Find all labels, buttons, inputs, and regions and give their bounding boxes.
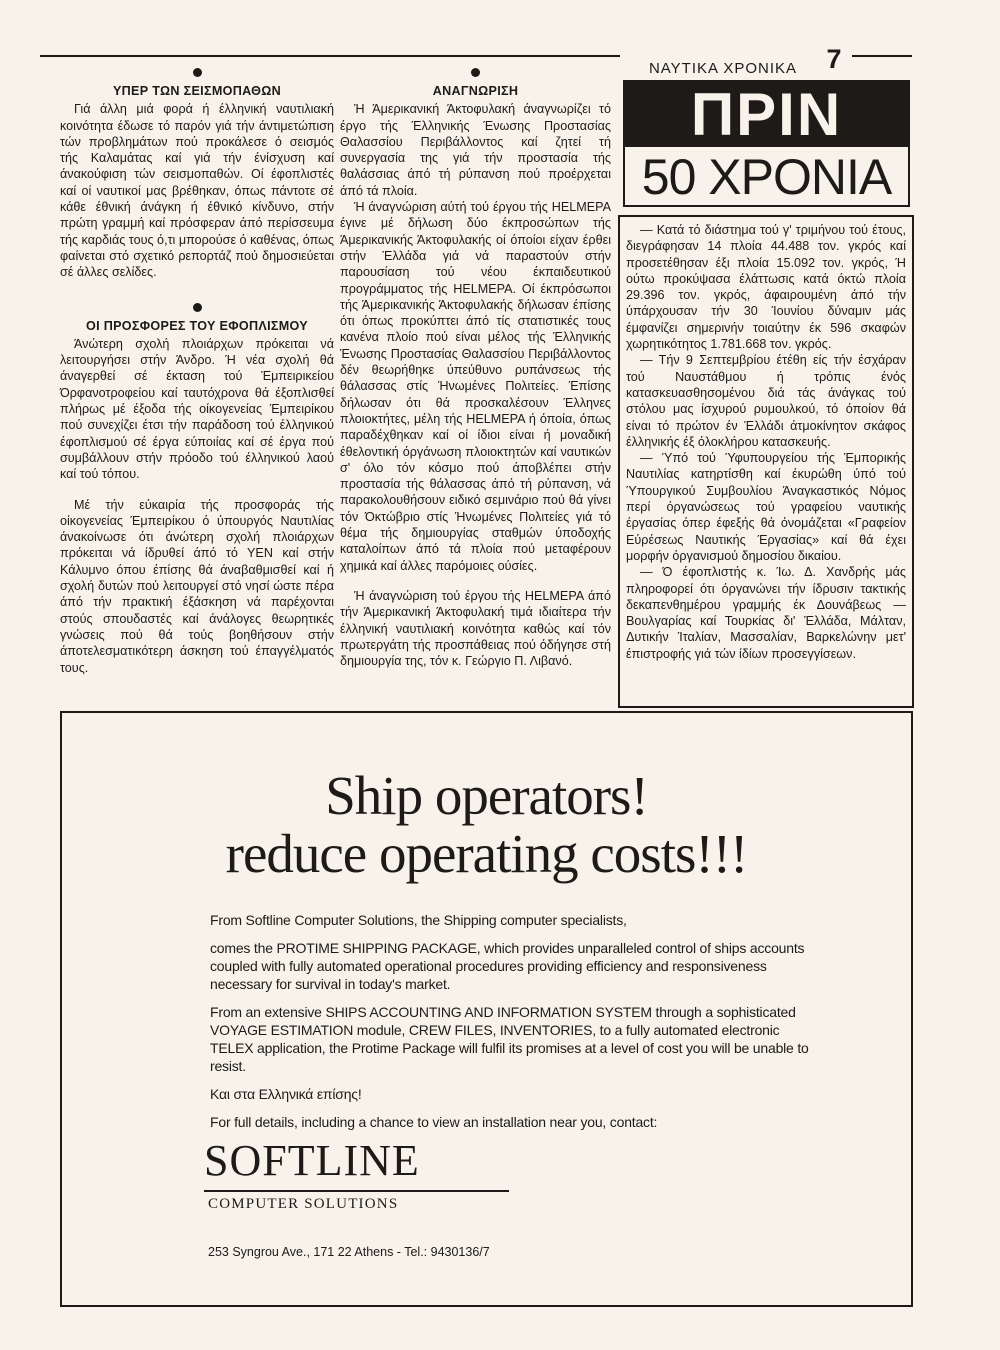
ad-headline-line1: Ship operators!	[325, 765, 648, 826]
news-item: — Κατά τό διάστημα τού γ' τριμήνου τού έτους, διεγράφησαν 14 πλοία 44.488 τον. γκρός καί προσετέθησαν έξι πλοία 15.092 τον. γκρός, Ή ούτω προκύψασα έλάττωσις κατά όκτώ πλοία 29.396 τον. γκρός, άφαιρουμένη άπό τήν ύπάρχουσαν τήν 30 Ίουνίου δύναμιν μάς έμφανίζει σημερινήν τοιαύτην έκ 596 σκαφών χωρητικότητος 1.781.668 τον. γκρός.	[626, 223, 906, 352]
ad-paragraph: For full details, including a chance to view an installation near you, contact:	[210, 1114, 658, 1130]
article-title: ΑΝΑΓΝΩΡΙΣΗ	[432, 84, 519, 98]
logo-rule	[204, 1190, 509, 1192]
prin-50-banner	[623, 80, 910, 207]
column-3	[626, 222, 906, 662]
bullet-icon	[471, 68, 480, 77]
news-item: — Τήν 9 Σεπτεμβρίου έτέθη είς τήν έσχάραν τού Ναυστάθμου ή τρόπις ένός κατασκευασθησομένου διά τάς άνάγκας τού στόλου μας ίσχυρού ρυμουλκού, τό όποίον θά είναι τό πρώτον έν Έλλάδι άτμοκίνητον σκάφος έλληνικής έξ όλοκλήρου κατασκευής.	[626, 353, 906, 449]
column-1	[60, 68, 334, 676]
ad-paragraph: From an extensive SHIPS ACCOUNTING AND INFORMATION SYSTEM through a sophisticated VOYAGE ESTIMATION module, CREW FILES, INVENTORIES, to a fully automated electronic TELEX application, the Protime Package will fulfil its promises at a level of cost you will be unable to resist.	[210, 1004, 809, 1074]
header-rule-left	[40, 55, 620, 57]
publication-name: ΝΑΥΤΙΚΑ ΧΡΟΝΙΚΑ	[648, 60, 798, 77]
column-2	[340, 68, 611, 669]
ad-headline-line2: reduce operating costs!!!	[225, 823, 748, 884]
softline-logo: SOFTLINE	[204, 1136, 420, 1185]
ad-paragraph: comes the PROTIME SHIPPING PACKAGE, which provides unparalleled control of ships accounts coupled with fully automated operational procedures providing efficiency and responsiveness necessary for survival in today's market.	[210, 940, 805, 992]
ad-body	[210, 911, 810, 1141]
bullet-icon	[193, 303, 202, 312]
article-paragraph: Γιά άλλη μιά φορά ή έλληνική ναυτιλιακή κοινότητα έδωσε τό παρόν γιά τήν άντιμετώπιση τών προβλημάτων πού προκάλεσε ό σεισμός τής Καλαμάτας καί γιά τήν ένίσχυση καί άνακούφιση τών σεισμοπαθών. Οί έφοπλιστές καί οί ναυτικοί μας βρέθηκαν, όπως πάντοτε σέ κάθε έθνική άνάγκη ή έθνικό κίνδυνο, στήν πρώτη γραμμή καί πρόσφεραν άπό περίσσευμα τής καρδιάς τους ό,τι μπορούσε ό καθένας, όπως φαίνεται στό σχετικό ρεπορτάζ πού δημοσιεύεται σέ άλλες σελίδες.	[60, 102, 334, 280]
softline-logo-subtitle: COMPUTER SOLUTIONS	[208, 1196, 399, 1212]
article-title: ΥΠΕΡ ΤΩΝ ΣΕΙΣΜΟΠΑΘΩΝ	[112, 84, 282, 98]
ad-headline	[62, 767, 911, 883]
news-item: — Ό έφοπλιστής κ. Ίω. Δ. Χανδρής μάς πληροφορεί ότι όργανώνει τήν ίδρυσιν τακτικής δεκαπενθημέρου γραμμής έκ Δουνάβεως — Βουλγαρίας καί Τουρκίας δι' Έλλάδα, Μάλταν, Δυτικήν Ίταλίαν, Μασσαλίαν, Βαρκελώνην μετ' έπιστροφής γιά τών ίδίων προσεγγίσεων.	[626, 565, 906, 661]
article-paragraph: Μέ τήν εύκαιρία τής προσφοράς τής οίκογενείας Έμπειρίκου ό ύπουργός Ναυτιλίας άνακοίνωσε ότι άνώτερη σχολή πλοιάρχων πρόκειται νά ίδρυθεί άπό τό ΥΕΝ καί στήν Κάλυμνο όπου έπίσης θά άναβαθμισθεί καί ή σχολή δυτών πού λειτουργεί στό νησί ώστε πέρα άπό τήν πρακτική έξάσκηση νά παρέχονται στούς σπουδαστές καί άνάλογες θεωρητικές γνώσεις πού θά τούς βοηθήσουν στήν άποτελεσματικότερη άσκηση τού έπαγγέλματός τους.	[60, 497, 334, 675]
article-paragraph: Ή Άμερικανική Άκτοφυλακή άναγνωρίζει τό έργο τής Έλληνικής Ένωσης Προστασίας Θαλασσίου Περιβάλλοντος καί ζητεί τή συνεργασία της γιά τήν προστασία τής θαλάσσιας άπό τή ρύπανση πού προέρχεται άπό τά πλοία.	[340, 102, 611, 198]
ad-paragraph: Και στα Ελληνικά επίσης!	[210, 1086, 362, 1102]
banner-bottom: 50 ΧΡΟΝΙΑ	[641, 149, 892, 205]
article-paragraph: Ή άναγνώριση αύτή τού έργου τής HELMEPA έγινε μέ δήλωση δύο έκπροσώπων τής Άμερικανικής Άκτοφυλακής οί όποίοι είχαν έρθει στήν Έλλάδα γιά νά παραστούν στήν παρουσίαση τού νέου έκπαιδευτικού προγράμματος τής HELMEPA. Οί έκπρόσωποι τής Άμερικανικής Άκτοφυλακής δήλωσαν έπίσης ότι όπως προκύπτει άπό τίς στατιστικές τους κανένα πλοίο πού είναι μέλος τής Έλληνικής Ένωσης Προστασίας Θαλασσίου Περιβάλλοντος δέν θεωρήθηκε ύπεύθυνο ρυπάνσεως τής θάλασσας στίς Ήνωμένες Πολιτείες. Έπίσης δήλωσαν ότι θά προσκαλέσουν Έλληνες πλοιοκτήτες, μέλη τής HELMEPA ή όποία, όπως παραδέχθηκαν καί οί ίδιοι είναι ή μοναδική έθελοντική όργάνωση πλοιοκτητών καί ναυτικών σ' όλο τόν κόσμο πού άποβλέπει στήν προστασία τής θάλασσας άπό τή ρύπανση, νά παρακολουθήσουν ειδικό σεμινάριο πού θά γίνει τόν Όκτώβριο στίς Ήνωμένες Πολιτείες γιά τό θέμα τής δημιουργίας σταθμών ύποδοχής καταλοίπων άπό τά πλοία πού μεταφέρουν χημικά καί άλλες παρόμοιες ούσίες.	[340, 200, 611, 573]
contact-address: 253 Syngrou Ave., 171 22 Athens - Tel.: 9430136/7	[208, 1245, 490, 1259]
news-item: — Ύπό τού Ύφυπουργείου τής Έμπορικής Ναυτιλίας κατηρτίσθη καί έκυρώθη ύπό τού Ύπουργικού Συμβουλίου Άναγκαστικός Νόμος περί όργανώσεως τού γραφείου ναυτικής έργασίας όπερ έφεξής θά όνομάζεται «Γραφείον Εύρέσεως Ναυτικής Έργασίας» καί θά έχει μορφήν όργανισμού δημοσίου δικαίου.	[626, 451, 906, 563]
ad-paragraph: From Softline Computer Solutions, the Shipping computer specialists,	[210, 912, 627, 928]
header-rule-right	[852, 55, 912, 57]
page-number: 7	[826, 44, 842, 74]
article-title: ΟΙ ΠΡΟΣΦΟΡΕΣ ΤΟΥ ΕΦΟΠΛΙΣΜΟΥ	[86, 318, 308, 333]
bullet-icon	[193, 68, 202, 77]
article-paragraph: Άνώτερη σχολή πλοιάρχων πρόκειται νά λειτουργήσει στήν Άνδρο. Ή νέα σχολή θά άναγερθεί σέ έκταση τού Έμπειρικείου Όρφανοτροφείου καί ταυτόχρονα θά έξοπλισθεί πλήρως μέ έξοδα τής οίκογενείας Έμπειρίκου πού συνεχίζει έτσι τήν παράδοση τού έλληνικού έφοπλισμού σέ έργα εύποιίας καί σέ έργα πού συμβάλλουν στήν πρόοδο τού έλληνικού λαού καί τού τόπου.	[60, 336, 334, 482]
article-paragraph: Ή άναγνώριση τού έργου τής HELMEPA άπό τήν Άμερικανική Άκτοφυλακή τιμά ιδιαίτερα τήν έλληνική ναυτιλιακή κοινότητα καθώς καί τόν πρωτεργάτη τής προσπάθειας πού όδήγησε στή δημιουργία της, τόν κ. Γεώργιο Π. Λιβανό.	[340, 588, 611, 669]
softline-advert	[60, 711, 913, 1307]
banner-top: ΠΡΙΝ	[625, 82, 908, 147]
